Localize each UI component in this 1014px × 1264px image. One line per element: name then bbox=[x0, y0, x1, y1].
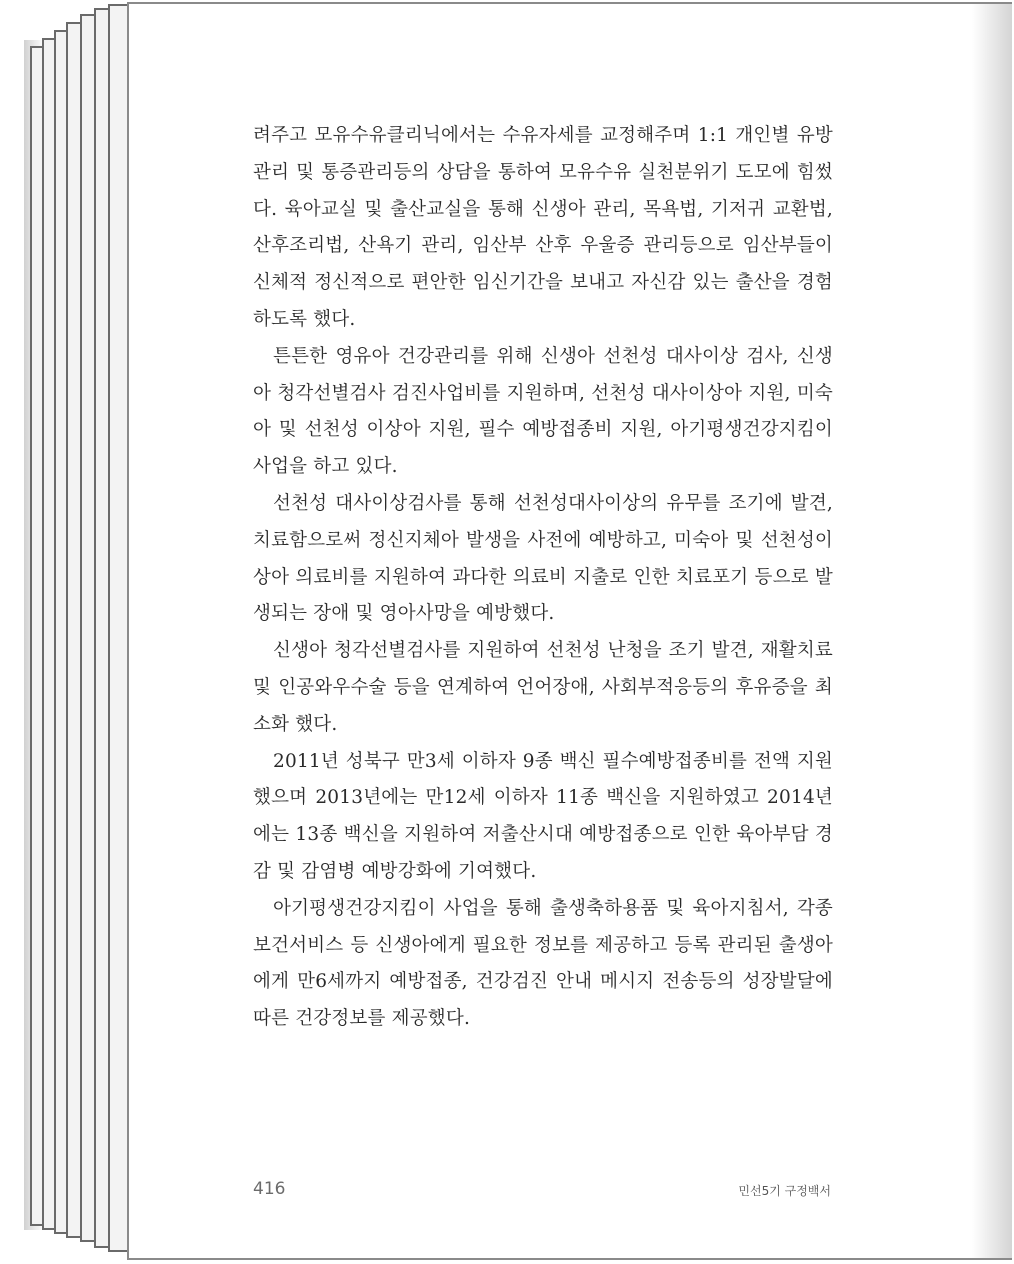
page-number: 416 bbox=[253, 1179, 286, 1199]
paragraph: 신생아 청각선별검사를 지원하여 선천성 난청을 조기 발견, 재활치료 및 인공와우수술 등을 연계하여 언어장애, 사회부적응등의 후유증을 최소화 했다. bbox=[253, 640, 833, 735]
paragraph: 아기평생건강지킴이 사업을 통해 출생축하용품 및 육아지침서, 각종보건서비스 등 신생아에게 필요한 정보를 제공하고 등록 관리된 출생아에게 만6세까지 예방접종, 건강검진 안내 메시지 전송등의 성장발달에 따른 건강정보를 제공했다. bbox=[253, 897, 833, 1030]
body-text bbox=[253, 118, 833, 1038]
page-gutter-shading bbox=[972, 4, 1012, 1258]
paragraph: 선천성 대사이상검사를 통해 선천성대사이상의 유무를 조기에 발견, 치료함으로써 정신지체아 발생을 사전에 예방하고, 미숙아 및 선천성이상아 의료비를 지원하여 과다한 의료비 지출로 인한 치료포기 등으로 발생되는 장애 및 영아사망을 예방했다. bbox=[253, 492, 833, 625]
paragraph: 려주고 모유수유클리닉에서는 수유자세를 교정해주며 1:1 개인별 유방관리 및 통증관리등의 상담을 통하여 모유수유 실천분위기 도모에 힘썼다. 육아교실 및 출산교실을 통해 신생아 관리, 목욕법, 기저귀 교환법, 산후조리법, 산욕기 관리, 임산부 산후 우울증 관리등으로 임산부들이 신체적 정신적으로 편안한 임신기간을 보내고 자신감 있는 출산을 경험하도록 했다. bbox=[253, 125, 833, 330]
paragraph: 2011년 성북구 만3세 이하자 9종 백신 필수예방접종비를 전액 지원했으며 2013년에는 만12세 이하자 11종 백신을 지원하였고 2014년에는 13종 백신을 지원하여 저출산시대 예방접종으로 인한 육아부담 경감 및 감염병 예방강화에 기여했다. bbox=[253, 750, 833, 882]
paragraph: 튼튼한 영유아 건강관리를 위해 신생아 선천성 대사이상 검사, 신생아 청각선별검사 검진사업비를 지원하며, 선천성 대사이상아 지원, 미숙아 및 선천성 이상아 지원, 필수 예방접종비 지원, 아기평생건강지킴이 사업을 하고 있다. bbox=[253, 345, 833, 478]
running-title: 민선5기 구정백서 bbox=[738, 1184, 831, 1198]
book-page bbox=[127, 2, 1012, 1260]
